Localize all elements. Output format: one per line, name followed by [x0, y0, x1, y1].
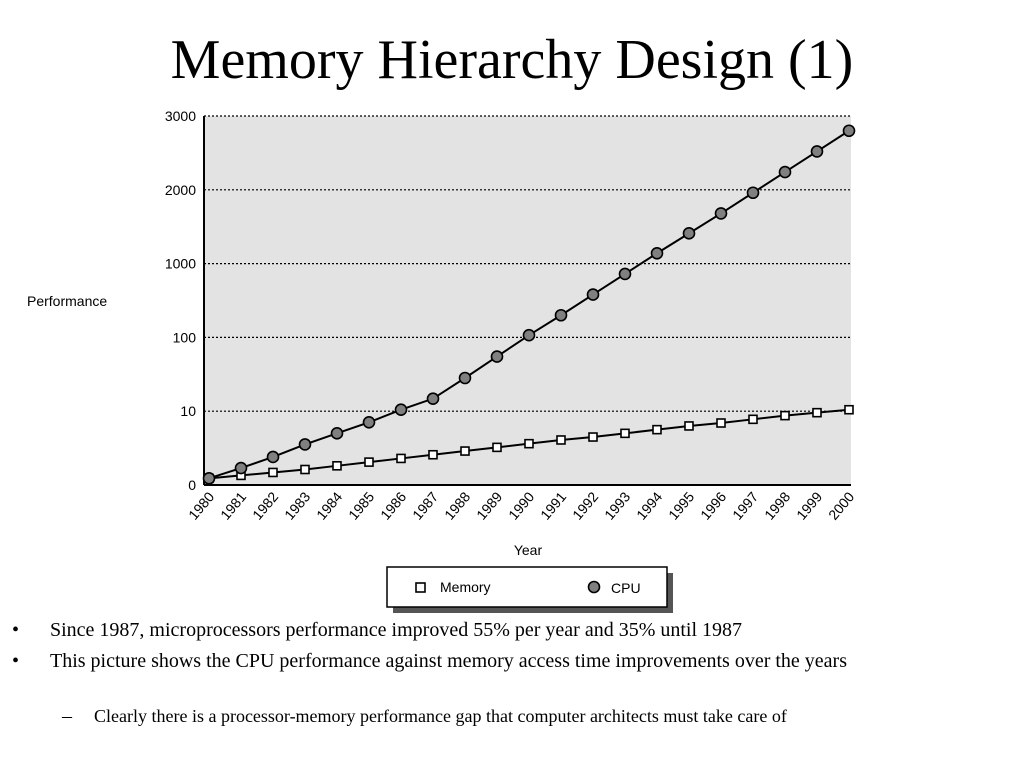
data-point-memory [301, 466, 309, 474]
bullet-marker: • [12, 619, 20, 641]
bullet-marker: – [62, 705, 72, 727]
x-tick-label: 1988 [441, 488, 474, 523]
y-tick-label: 10 [180, 403, 196, 420]
data-point-cpu [748, 187, 759, 198]
y-tick-label: 0 [188, 477, 196, 493]
legend-memory-label: Memory [440, 579, 491, 595]
y-axis-label: Performance [27, 293, 108, 309]
data-point-cpu [652, 248, 663, 259]
data-point-cpu [364, 417, 375, 428]
bullet-text: This picture shows the CPU performance against memory access time improvements over the years [50, 650, 847, 672]
data-point-cpu [428, 393, 439, 404]
x-tick-label: 1989 [473, 488, 506, 523]
x-tick-label: 1990 [505, 488, 538, 523]
bullet-text: Clearly there is a processor-memory performance gap that computer architects must take care of [94, 706, 787, 726]
x-tick-label: 1995 [665, 488, 698, 523]
x-tick-label: 1984 [313, 488, 346, 523]
x-tick-label: 1980 [185, 488, 218, 523]
data-point-memory [685, 422, 693, 430]
data-point-memory [397, 454, 405, 462]
data-point-memory [621, 429, 629, 437]
data-point-cpu [492, 351, 503, 362]
data-point-memory [717, 419, 725, 427]
legend-memory-marker [416, 583, 425, 592]
x-tick-label: 2000 [825, 488, 858, 523]
data-point-cpu [588, 289, 599, 300]
x-tick-label: 1996 [697, 488, 730, 523]
data-point-memory [525, 440, 533, 448]
x-tick-label: 1991 [537, 488, 570, 523]
x-tick-label: 1999 [793, 488, 826, 523]
x-tick-label: 1987 [409, 488, 442, 523]
slide-title: Memory Hierarchy Design (1) [170, 29, 854, 91]
y-tick-label: 2000 [164, 181, 196, 198]
x-tick-label: 1981 [217, 488, 250, 523]
data-point-memory [653, 426, 661, 434]
x-tick-label: 1998 [761, 488, 794, 523]
data-point-cpu [556, 310, 567, 321]
x-tick-label: 1993 [601, 488, 634, 523]
data-point-cpu [844, 125, 855, 136]
x-tick-label: 1983 [281, 488, 314, 523]
y-tick-label: 3000 [164, 108, 196, 124]
bullet-text: Since 1987, microprocessors performance improved 55% per year and 35% until 1987 [50, 619, 743, 641]
data-point-memory [493, 443, 501, 451]
data-point-cpu [716, 208, 727, 219]
bullet-marker: • [12, 650, 20, 672]
data-point-cpu [684, 228, 695, 239]
data-point-cpu [300, 439, 311, 450]
x-tick-label: 1994 [633, 488, 666, 523]
data-point-memory [781, 412, 789, 420]
data-point-memory [429, 451, 437, 459]
data-point-cpu [460, 372, 471, 383]
x-tick-label: 1992 [569, 488, 602, 523]
plot-area [204, 116, 851, 485]
y-tick-label: 100 [172, 329, 196, 346]
x-tick-label: 1985 [345, 488, 378, 523]
x-axis-label: Year [513, 542, 543, 558]
y-tick-label: 1000 [164, 255, 196, 272]
data-point-cpu [268, 451, 279, 462]
data-point-cpu [396, 404, 407, 415]
data-point-memory [333, 462, 341, 470]
x-tick-label: 1982 [249, 488, 282, 523]
legend [387, 567, 673, 613]
data-point-memory [749, 415, 757, 423]
data-point-memory [813, 409, 821, 417]
data-point-cpu [780, 167, 791, 178]
x-tick-label: 1986 [377, 488, 410, 523]
data-point-cpu [236, 463, 247, 474]
data-point-memory [589, 433, 597, 441]
data-point-cpu [620, 268, 631, 279]
data-point-memory [461, 447, 469, 455]
data-point-cpu [332, 428, 343, 439]
data-point-cpu [204, 473, 215, 484]
data-point-cpu [812, 146, 823, 157]
data-point-memory [557, 436, 565, 444]
legend-cpu-label: CPU [611, 580, 641, 596]
data-point-memory [365, 458, 373, 466]
data-point-cpu [524, 330, 535, 341]
legend-cpu-marker [589, 582, 600, 593]
x-tick-label: 1997 [729, 488, 762, 523]
data-point-memory [269, 468, 277, 476]
data-point-memory [845, 406, 853, 414]
